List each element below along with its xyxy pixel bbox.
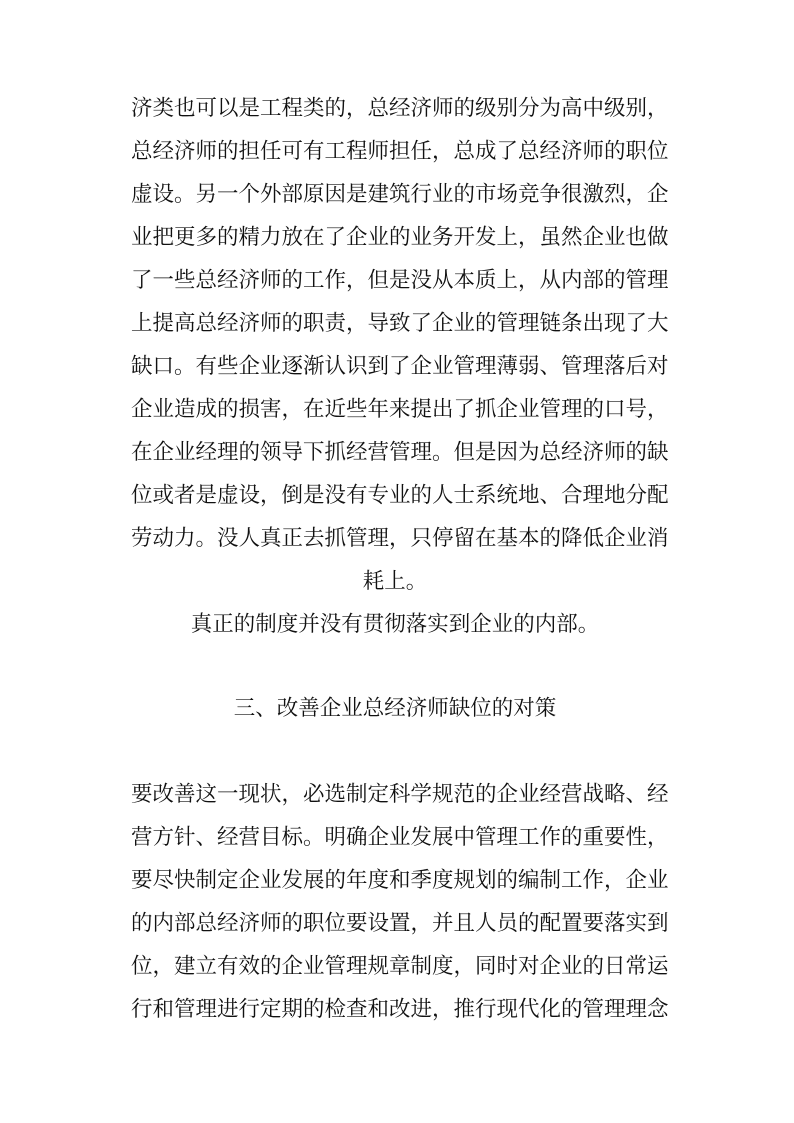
- paragraph-line: 要尽快制定企业发展的年度和季度规划的编制工作，企业: [131, 868, 669, 893]
- paragraph-line: 位，建立有效的企业管理规章制度，同时对企业的日常运: [131, 954, 669, 979]
- section-heading: 三、改善企业总经济师缺位的对策: [233, 696, 557, 721]
- paragraph-line: 了一些总经济师的工作，但是没从本质上，从内部的管理: [131, 268, 669, 293]
- paragraph-line: 缺口。有些企业逐渐认识到了企业管理薄弱、管理落后对: [131, 354, 669, 379]
- paragraph-line: 业把更多的精力放在了企业的业务开发上，虽然企业也做: [131, 225, 669, 250]
- paragraph-line: 虚设。另一个外部原因是建筑行业的市场竞争很激烈，企: [131, 182, 669, 207]
- paragraph-line: 企业造成的损害，在近些年来提出了抓企业管理的口号，: [131, 397, 669, 422]
- paragraph-line-last: 耗上。: [362, 569, 428, 594]
- paragraph-line: 在企业经理的领导下抓经营管理。但是因为总经济师的缺: [131, 440, 669, 465]
- paragraph-line: 行和管理进行定期的检查和改进，推行现代化的管理理念: [131, 997, 669, 1022]
- paragraph-line: 的内部总经济师的职位要设置，并且人员的配置要落实到: [131, 911, 669, 936]
- paragraph-line: 劳动力。没人真正去抓管理，只停留在基本的降低企业消: [131, 526, 669, 551]
- paragraph-line: 总经济师的担任可有工程师担任，总成了总经济师的职位: [131, 139, 669, 164]
- paragraph-line: 营方针、经营目标。明确企业发展中管理工作的重要性，: [131, 825, 669, 850]
- paragraph-line: 济类也可以是工程类的，总经济师的级别分为高中级别，: [131, 96, 669, 121]
- paragraph-line: 要改善这一现状，必选制定科学规范的企业经营战略、经: [131, 782, 669, 807]
- paragraph-single-line: 真正的制度并没有贯彻落实到企业的内部。: [190, 612, 600, 637]
- paragraph-line: 位或者是虚设，倒是没有专业的人士系统地、合理地分配: [131, 483, 669, 508]
- paragraph-line: 上提高总经济师的职责，导致了企业的管理链条出现了大: [131, 311, 669, 336]
